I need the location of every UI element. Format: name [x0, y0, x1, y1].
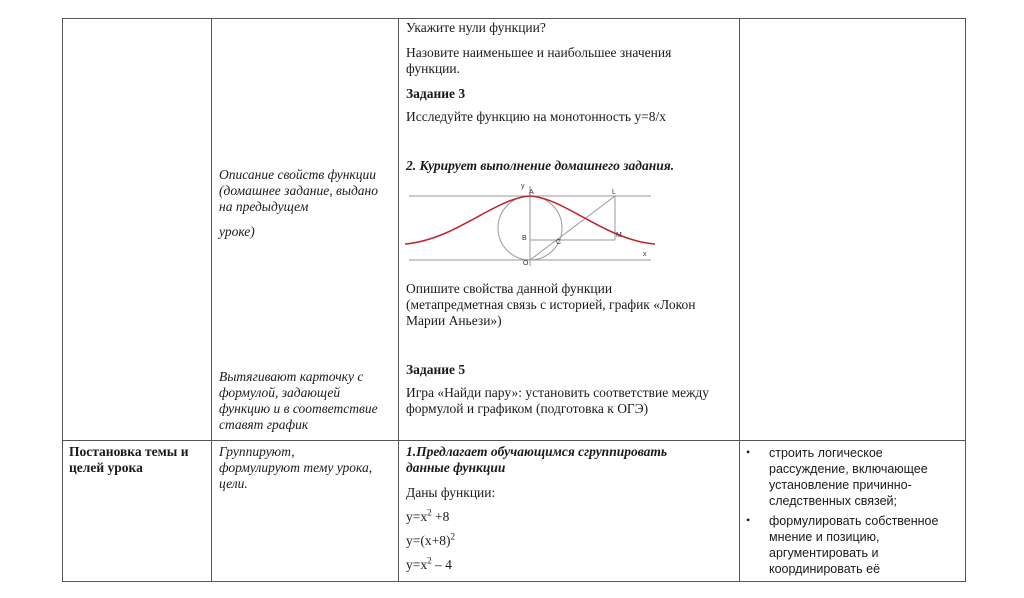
properties-desc-line2: (домашнее задание, выдано [219, 183, 378, 198]
skill-2-line2: мнение и позицию, [769, 530, 880, 544]
col-divider-0 [62, 18, 63, 582]
label-x-axis: x [643, 251, 647, 258]
function-3: $y=x^2 - 4$ [406, 555, 452, 572]
bullet-1: • [746, 445, 751, 459]
given-functions-label: Даны функции: [406, 485, 496, 500]
describe-line3: Марии Аньези») [406, 313, 502, 328]
col-divider-3 [739, 18, 740, 582]
agnesi-graph [405, 178, 655, 268]
task5-line1: Игра «Найди пару»: установить соответствие между [406, 385, 710, 400]
question-minmax-line2: функции. [406, 61, 460, 76]
cards-line2: формулой, задающей [219, 385, 341, 400]
properties-desc-line1: Описание свойств функции [219, 167, 376, 182]
properties-desc-line3: на предыдущем [219, 199, 309, 214]
skill-1-line2: рассуждение, включающее [769, 462, 928, 476]
skill-1-line1: строить логическое [769, 446, 883, 460]
stage-title-line2: целей урока [69, 460, 143, 475]
students-activity-line1: Группируют, [219, 444, 295, 459]
cards-line1: Вытягивают карточку с [219, 369, 364, 384]
task5-title: Задание 5 [406, 362, 466, 377]
function-1: $y=x^2 +8$ [406, 507, 450, 524]
label-B: B [522, 235, 527, 242]
row-divider [62, 440, 966, 441]
skill-2-line3: аргументировать и [769, 546, 879, 560]
label-C: C [556, 239, 562, 246]
label-L: L [612, 189, 616, 196]
label-O: O [523, 260, 529, 267]
col-divider-2 [398, 18, 399, 582]
task5-line2: формулой и графиком (подготовка к ОГЭ) [406, 401, 649, 416]
skill-1-line3: установление причинно- [769, 478, 912, 492]
col-divider-1 [211, 18, 212, 582]
students-activity-line3: цели. [219, 476, 248, 491]
question-minmax-line1: Назовите наименьшее и наибольшее значения [406, 45, 672, 60]
bullet-2: • [746, 513, 751, 527]
skill-1-line4: следственных связей; [769, 494, 897, 508]
describe-line1: Опишите свойства данной функции [406, 281, 613, 296]
label-A: A [529, 189, 534, 196]
table-border-top [62, 18, 966, 19]
task3-text: Исследуйте функцию на монотонность y=8/x [406, 109, 666, 124]
label-M: M [616, 232, 622, 239]
col-divider-4 [965, 18, 966, 582]
group-heading-line2: данные функции [406, 460, 506, 475]
cards-line3: функцию и в соответствие [219, 401, 378, 416]
stage-title-line1: Постановка темы и [69, 444, 189, 459]
question-zeros: Укажите нули функции? [406, 20, 546, 35]
function-2: $y=(x+8)^2$ [406, 531, 455, 548]
homework-heading: 2. Курирует выполнение домашнего задания. [406, 158, 675, 173]
label-y-axis: y [521, 183, 525, 190]
task3-title: Задание 3 [406, 86, 466, 101]
skill-2-line4: координировать её [769, 562, 881, 576]
describe-line2: (метапредметная связь с историей, график «Локон [406, 297, 696, 312]
skill-2-line1: формулировать собственное [769, 514, 939, 528]
group-heading-line1: 1.Предлагает обучающимся сгруппировать [406, 444, 668, 459]
table-border-bottom [62, 581, 966, 582]
students-activity-line2: формулируют тему урока, [219, 460, 373, 475]
cards-line4: ставят график [219, 417, 309, 432]
properties-desc-line4: уроке) [219, 224, 255, 239]
